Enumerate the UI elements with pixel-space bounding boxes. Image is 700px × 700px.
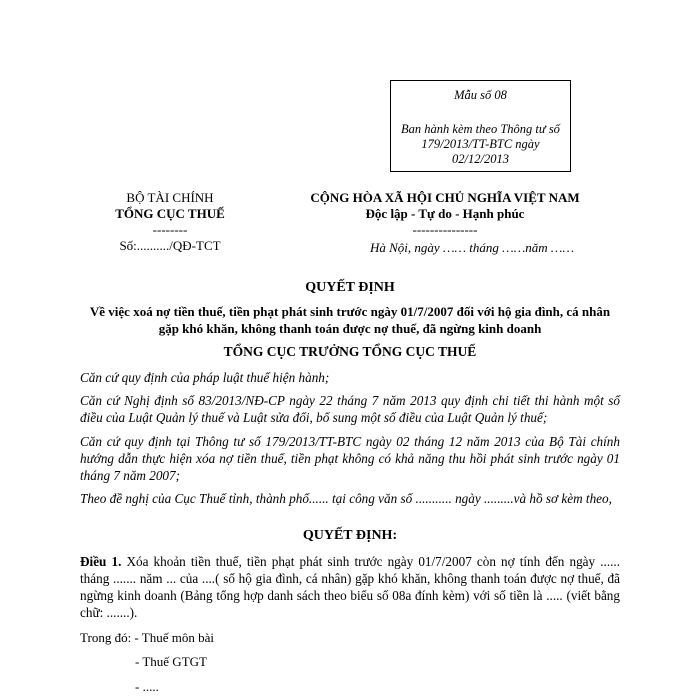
agency-header — [70, 190, 270, 254]
legal-basis: Căn cứ quy định tại Thông tư số 179/2013/TT-BTC ngày 02 tháng 12 năm 2013 của Bộ Tài chính hướng dẫn thực hiện xóa nợ tiền thuế, tiền phạt không có khả năng thu hồi phát sinh trước ngày 01 tháng 7 năm 2007; — [80, 434, 620, 483]
motto-divider: --------------- — [412, 222, 478, 237]
issuing-authority: TỔNG CỤC TRƯỞNG TỔNG CỤC THUẾ — [223, 344, 477, 359]
form-reference-box — [390, 80, 571, 172]
nation-name: CỘNG HÒA XÃ HỘI CHỦ NGHĨA VIỆT NAM — [310, 190, 580, 205]
article-1-label: Điều 1. — [80, 554, 122, 569]
agency-divider: -------- — [152, 222, 188, 237]
breakdown-item: - ..... — [135, 679, 159, 694]
breakdown-intro: Trong đó: - Thuế môn bài — [80, 630, 214, 645]
document-number: Số:........../QĐ-TCT — [119, 238, 221, 253]
article-1-text: Xóa khoản tiền thuế, tiền phạt phát sinh trước ngày 01/7/2007 còn nợ tính đến ngày ...... tháng ....... năm ... của ....( số hộ gia đình, cá nhân) gặp khó khăn, không thanh toán được nợ thuế, đã ngừng kinh doanh (Bảng tổng hợp danh sách theo biểu số 08a đính kèm) với số tiền là ..... (viết bằng chữ: .......). — [80, 554, 621, 620]
document-subject: Về việc xoá nợ tiền thuế, tiền phạt phát sinh trước ngày 01/7/2007 đối với hộ gia đình, cá nhân gặp khó khăn, không thanh toán được nợ thuế, đã ngừng kinh doanh — [89, 304, 611, 336]
form-code: Mẫu số 08 — [454, 88, 507, 102]
legal-basis: Theo đề nghị của Cục Thuế tỉnh, thành phố...... tại công văn số ........... ngày .........và hồ sơ kèm theo, — [80, 491, 612, 506]
decision-heading: QUYẾT ĐỊNH: — [302, 528, 398, 543]
document-type: QUYẾT ĐỊNH — [305, 280, 395, 295]
state-header — [260, 190, 630, 238]
legal-basis: Căn cứ quy định của pháp luật thuế hiện hành; — [80, 370, 330, 385]
legal-basis: Căn cứ Nghị định số 83/2013/NĐ-CP ngày 22 tháng 7 năm 2013 quy định chi tiết thi hành một số điều của Luật Quản lý thuế và Luật sửa đổi, bổ sung một số điều của Luật Quản lý thuế; — [80, 393, 620, 425]
department-name: TỔNG CỤC THUẾ — [115, 206, 225, 221]
article-1 — [80, 553, 620, 621]
ministry-name: BỘ TÀI CHÍNH — [126, 190, 214, 205]
breakdown-item: - Thuế GTGT — [135, 654, 207, 669]
form-basis: Ban hành kèm theo Thông tư số 179/2013/TT-BTC ngày 02/12/2013 — [401, 122, 560, 166]
national-motto: Độc lập - Tự do - Hạnh phúc — [365, 206, 525, 221]
place-date: Hà Nội, ngày …… tháng ……năm …… — [370, 240, 575, 255]
